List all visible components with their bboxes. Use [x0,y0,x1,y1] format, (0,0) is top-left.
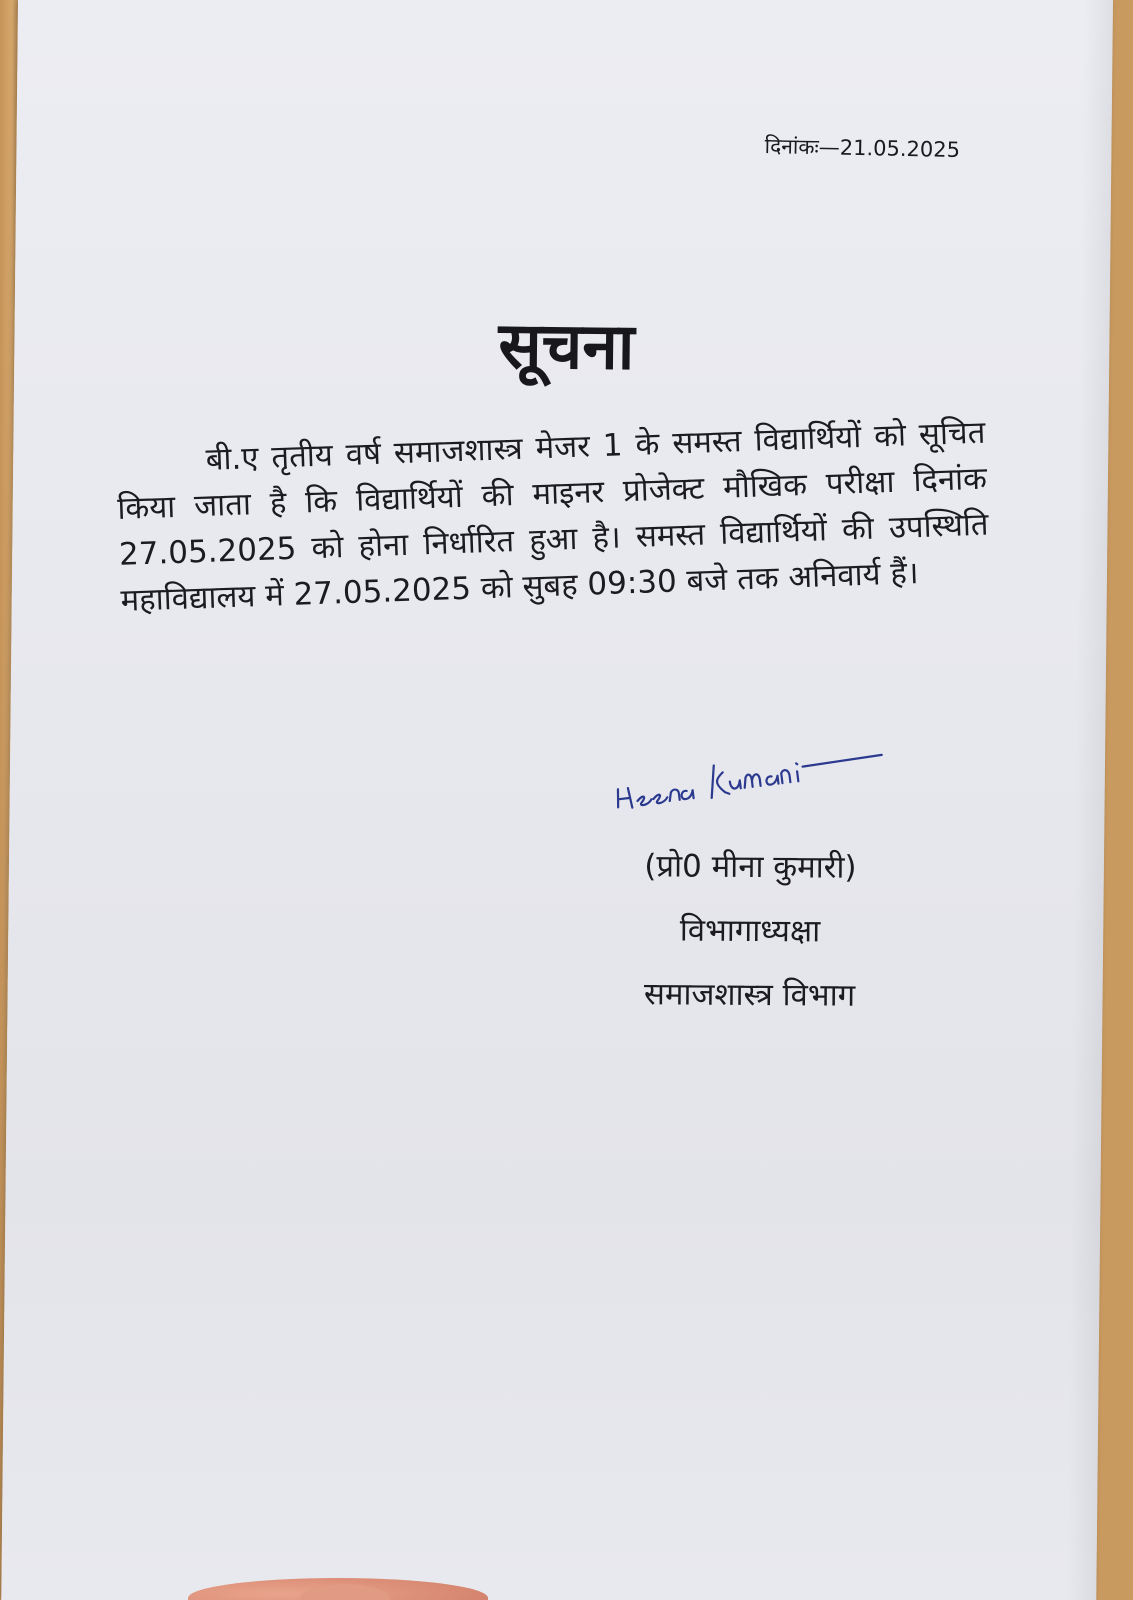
notice-body: बी.ए तृतीय वर्ष समाजशास्त्र मेजर 1 के समस्त विद्यार्थियों को सूचित किया जाता है कि विद्यार्थियों की माइनर प्रोजेक्ट मौखिक परीक्षा दिनांक 27.05.2025 को होना निर्धारित हुआ है। समस्त विद्यार्थियों की उपस्थिति महाविद्यालय में 27.05.2025 को सुबह 09:30 बजे तक अनिवार्य हैं। [116,414,990,619]
signatory-department: समाजशास्त्र विभाग [643,976,856,1014]
paper-sheet [1,0,1113,1600]
notice-date: दिनांकः—21.05.2025 [764,133,961,163]
notice-title: सूचना [498,309,635,385]
signatory-name: (प्रो0 मीना कुमारी) [644,848,857,886]
signatory-block [589,834,910,1028]
signatory-designation: विभागाध्यक्षा [679,912,821,950]
